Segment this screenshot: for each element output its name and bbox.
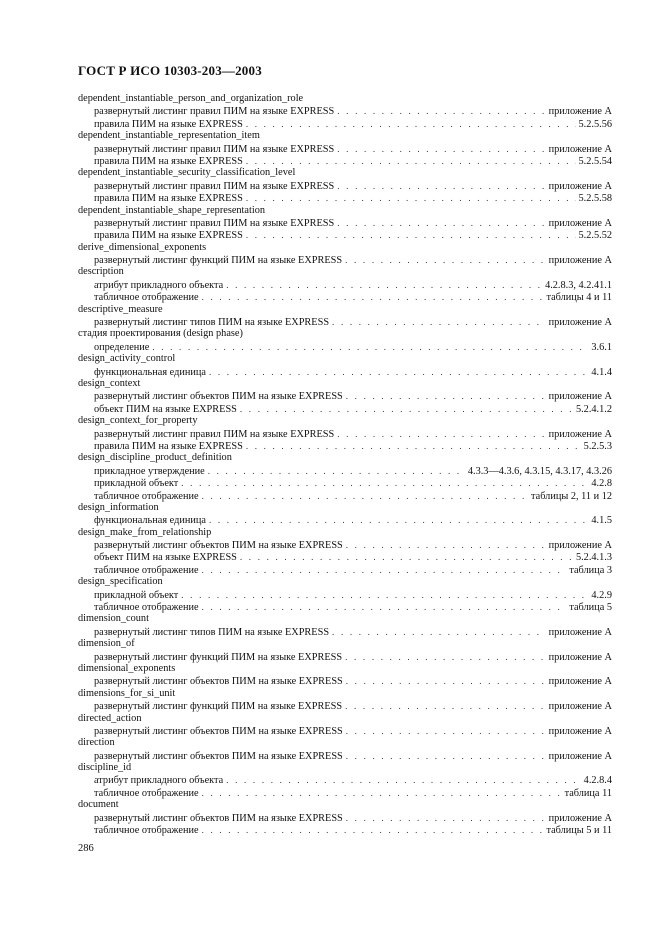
subentry-label: функциональная единица	[94, 366, 206, 378]
subentry-reference: 5.2.4.1.3	[575, 552, 612, 564]
subentry-label: развернутый листинг функций ПИМ на языке EXPRESS	[94, 651, 343, 663]
index-term: description	[78, 266, 124, 278]
index-subentry	[78, 651, 612, 663]
subject-index	[78, 93, 612, 836]
subentry-label: табличное отображение	[94, 602, 199, 614]
index-subentry	[78, 105, 612, 117]
index-term: design_context_for_property	[78, 415, 198, 427]
subentry-reference: 4.2.8	[591, 478, 612, 490]
index-subentry	[78, 366, 612, 378]
index-subentry	[78, 551, 612, 563]
index-subentry	[78, 490, 612, 502]
subentry-reference: приложение А	[548, 651, 612, 663]
index-subentry	[78, 229, 612, 241]
subentry-label: развернутый листинг правил ПИМ на языке EXPRESS	[94, 106, 335, 118]
index-subentry	[78, 428, 612, 440]
index-subentry	[78, 440, 612, 452]
dot-leader	[346, 675, 546, 687]
subentry-label: развернутый листинг объектов ПИМ на языке EXPRESS	[94, 540, 343, 552]
index-term: design_information	[78, 501, 159, 513]
subentry-label: табличное отображение	[94, 787, 199, 799]
subentry-reference: таблицы 4 и 11	[546, 292, 612, 304]
index-subentry	[78, 514, 612, 526]
dot-leader	[332, 316, 546, 328]
index-subentry	[78, 725, 612, 737]
subentry-reference: приложение А	[548, 676, 612, 688]
subentry-label: развернутый листинг объектов ПИМ на языке EXPRESS	[94, 391, 343, 403]
dot-leader	[202, 291, 544, 303]
index-subentry	[78, 564, 612, 576]
subentry-reference: 5.2.5.56	[578, 118, 612, 130]
dot-leader	[345, 254, 546, 266]
subentry-label: развернутый листинг типов ПИМ на языке EXPRESS	[94, 626, 330, 638]
index-term: dimension_of	[78, 638, 135, 650]
dot-leader	[226, 279, 542, 291]
index-term: dimensions_for_si_unit	[78, 687, 176, 699]
index-term: стадия проектирования (design phase)	[78, 328, 243, 340]
dot-leader	[202, 564, 567, 576]
subentry-label: развернутый листинг правил ПИМ на языке EXPRESS	[94, 180, 335, 192]
subentry-label: атрибут прикладного объекта	[94, 279, 224, 291]
index-term: descriptive_measure	[78, 303, 163, 315]
dot-leader	[208, 465, 465, 477]
subentry-label: развернутый листинг объектов ПИМ на языке EXPRESS	[94, 676, 343, 688]
subentry-reference: 4.1.5	[591, 515, 612, 527]
subentry-label: правила ПИМ на языке EXPRESS	[94, 230, 243, 242]
dot-leader	[246, 440, 581, 452]
subentry-reference: приложение А	[548, 255, 612, 267]
index-term: design_discipline_product_definition	[78, 452, 232, 464]
subentry-reference: таблицы 5 и 11	[546, 825, 612, 837]
subentry-reference: приложение А	[548, 626, 612, 638]
index-subentry	[78, 477, 612, 489]
subentry-reference: 5.2.5.58	[578, 193, 612, 205]
index-subentry	[78, 143, 612, 155]
subentry-reference: 5.2.5.3	[583, 440, 612, 452]
subentry-reference: 3.6.1	[591, 341, 612, 353]
subentry-reference: приложение А	[548, 143, 612, 155]
dot-leader	[240, 403, 573, 415]
index-subentry	[78, 626, 612, 638]
index-subentry	[78, 254, 612, 266]
index-term: dependent_instantiable_representation_item	[78, 130, 260, 142]
dot-leader	[181, 477, 588, 489]
index-subentry	[78, 118, 612, 130]
index-term: dependent_instantiable_security_classification_level	[78, 167, 296, 179]
subentry-label: развернутый листинг правил ПИМ на языке EXPRESS	[94, 428, 335, 440]
index-subentry	[78, 155, 612, 167]
subentry-reference: приложение А	[548, 106, 612, 118]
subentry-label: правила ПИМ на языке EXPRESS	[94, 155, 243, 167]
subentry-label: развернутый листинг функций ПИМ на языке EXPRESS	[94, 255, 343, 267]
subentry-reference: приложение А	[548, 725, 612, 737]
subentry-reference: 4.3.3—4.3.6, 4.3.15, 4.3.17, 4.3.26	[467, 465, 612, 477]
index-subentry	[78, 279, 612, 291]
index-subentry	[78, 192, 612, 204]
dot-leader	[202, 601, 567, 613]
subentry-reference: таблицы 2, 11 и 12	[531, 490, 612, 502]
index-subentry	[78, 180, 612, 192]
subentry-label: развернутый листинг типов ПИМ на языке EXPRESS	[94, 317, 330, 329]
subentry-label: табличное отображение	[94, 825, 199, 837]
dot-leader	[337, 217, 545, 229]
dot-leader	[202, 824, 544, 836]
subentry-reference: 5.2.5.54	[578, 155, 612, 167]
index-subentry	[78, 750, 612, 762]
page-number: 286	[78, 843, 94, 854]
subentry-reference: 5.2.4.1.2	[575, 403, 612, 415]
subentry-reference: приложение А	[548, 428, 612, 440]
subentry-reference: таблица 5	[569, 602, 612, 614]
index-term: design_activity_control	[78, 353, 176, 365]
subentry-label: правила ПИМ на языке EXPRESS	[94, 193, 243, 205]
subentry-label: правила ПИМ на языке EXPRESS	[94, 118, 243, 130]
dot-leader	[202, 490, 528, 502]
subentry-reference: таблица 3	[569, 564, 612, 576]
subentry-label: табличное отображение	[94, 564, 199, 576]
dot-leader	[246, 192, 576, 204]
subentry-reference: приложение А	[548, 317, 612, 329]
subentry-label: прикладной объект	[94, 478, 179, 490]
index-term: dimensional_exponents	[78, 662, 176, 674]
subentry-reference: приложение А	[548, 391, 612, 403]
subentry-label: атрибут прикладного объекта	[94, 775, 224, 787]
dot-leader	[209, 514, 588, 526]
subentry-reference: приложение А	[548, 217, 612, 229]
dot-leader	[337, 143, 545, 155]
subentry-reference: приложение А	[548, 540, 612, 552]
subentry-reference: приложение А	[548, 701, 612, 713]
index-term: design_specification	[78, 576, 163, 588]
dot-leader	[346, 539, 546, 551]
subentry-reference: 5.2.5.52	[578, 230, 612, 242]
dot-leader	[345, 700, 546, 712]
dot-leader	[226, 774, 580, 786]
subentry-label: табличное отображение	[94, 490, 199, 502]
subentry-label: развернутый листинг объектов ПИМ на языке EXPRESS	[94, 725, 343, 737]
index-term: dimension_count	[78, 613, 149, 625]
subentry-label: развернутый листинг объектов ПИМ на языке EXPRESS	[94, 812, 343, 824]
index-term: discipline_id	[78, 762, 132, 774]
dot-leader	[345, 651, 546, 663]
dot-leader	[346, 812, 546, 824]
index-subentry	[78, 403, 612, 415]
subentry-reference: приложение А	[548, 180, 612, 192]
subentry-reference: 4.2.8.3, 4.2.41.1	[545, 279, 612, 291]
index-subentry	[78, 700, 612, 712]
index-subentry	[78, 774, 612, 786]
dot-leader	[209, 366, 588, 378]
subentry-label: функциональная единица	[94, 515, 206, 527]
index-term: design_make_from_relationship	[78, 526, 212, 538]
index-subentry	[78, 675, 612, 687]
subentry-label: развернутый листинг правил ПИМ на языке EXPRESS	[94, 217, 335, 229]
subentry-label: прикладной объект	[94, 589, 179, 601]
subentry-label: табличное отображение	[94, 292, 199, 304]
index-subentry	[78, 465, 612, 477]
index-term: dependent_instantiable_shape_representation	[78, 204, 265, 216]
subentry-label: объект ПИМ на языке EXPRESS	[94, 552, 237, 564]
index-term: design_context	[78, 377, 141, 389]
dot-leader	[181, 589, 588, 601]
subentry-reference: приложение А	[548, 750, 612, 762]
index-term: direction	[78, 737, 115, 749]
subentry-label: развернутый листинг функций ПИМ на языке EXPRESS	[94, 701, 343, 713]
dot-leader	[337, 428, 545, 440]
dot-leader	[246, 155, 576, 167]
dot-leader	[152, 341, 588, 353]
page-header: ГОСТ Р ИСО 10303-203—2003	[78, 63, 262, 78]
subentry-label: правила ПИМ на языке EXPRESS	[94, 440, 243, 452]
dot-leader	[246, 118, 576, 130]
index-term: directed_action	[78, 712, 142, 724]
subentry-label: прикладное утверждение	[94, 465, 205, 477]
dot-leader	[346, 390, 546, 402]
subentry-label: определение	[94, 341, 150, 353]
subentry-reference: приложение А	[548, 812, 612, 824]
subentry-reference: 4.1.4	[591, 366, 612, 378]
subentry-label: развернутый листинг объектов ПИМ на языке EXPRESS	[94, 750, 343, 762]
index-subentry	[78, 601, 612, 613]
index-subentry	[78, 217, 612, 229]
index-subentry	[78, 316, 612, 328]
index-subentry	[78, 589, 612, 601]
index-subentry	[78, 812, 612, 824]
index-term: derive_dimensional_exponents	[78, 241, 207, 253]
subentry-reference: 4.2.8.4	[583, 775, 612, 787]
subentry-label: развернутый листинг правил ПИМ на языке EXPRESS	[94, 143, 335, 155]
dot-leader	[332, 626, 546, 638]
index-subentry	[78, 824, 612, 836]
index-subentry	[78, 390, 612, 402]
dot-leader	[240, 551, 573, 563]
dot-leader	[337, 105, 545, 117]
dot-leader	[202, 787, 562, 799]
dot-leader	[246, 229, 576, 241]
subentry-reference: 4.2.9	[591, 589, 612, 601]
subentry-reference: таблица 11	[564, 787, 612, 799]
index-subentry	[78, 341, 612, 353]
index-subentry	[78, 291, 612, 303]
dot-leader	[346, 725, 546, 737]
dot-leader	[337, 180, 545, 192]
subentry-label: объект ПИМ на языке EXPRESS	[94, 403, 237, 415]
index-term: dependent_instantiable_person_and_organization_role	[78, 93, 304, 104]
index-subentry	[78, 539, 612, 551]
index-subentry	[78, 787, 612, 799]
index-term: document	[78, 799, 119, 811]
dot-leader	[346, 750, 546, 762]
